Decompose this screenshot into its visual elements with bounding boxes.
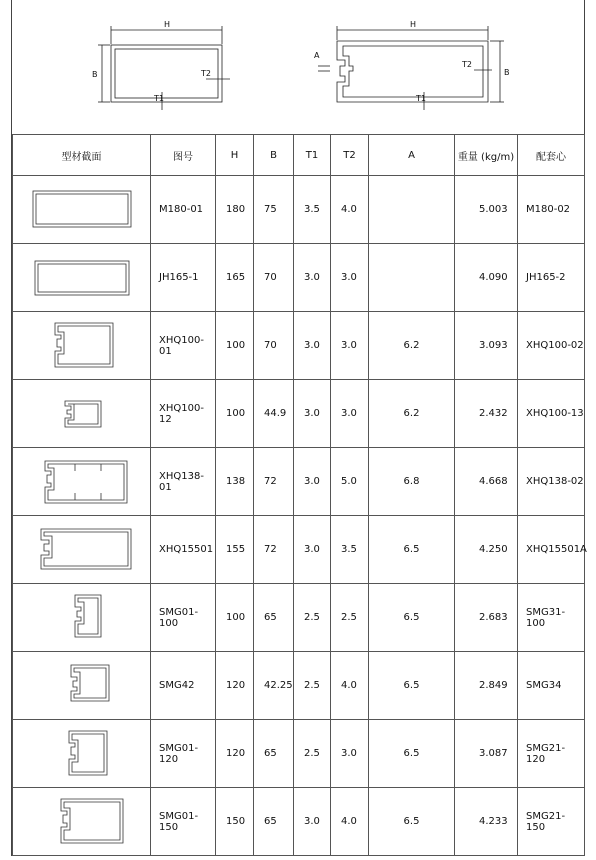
header-h: H [216,135,254,176]
match-cell: JH165-2 [518,244,585,312]
table-row [13,516,585,584]
rect-profile-icon [27,183,137,233]
rect-profile-icon [27,251,137,301]
code-cell: XHQ138-01 [151,448,216,516]
slot-profile-icon [27,317,137,371]
h-cell: 100 [216,380,254,448]
right-a-label: A [314,51,320,60]
code-cell: XHQ100-12 [151,380,216,448]
b-cell: 42.25 [254,652,294,720]
table-row [13,788,585,856]
t2-cell: 4.0 [331,652,369,720]
weight-cell: 3.087 [455,720,518,788]
t2-cell: 3.0 [331,244,369,312]
t1-cell: 2.5 [294,584,331,652]
t1-cell: 2.5 [294,720,331,788]
h-cell: 165 [216,244,254,312]
match-cell: XHQ138-02 [518,448,585,516]
b-cell: 72 [254,516,294,584]
slot-profile-icon [27,657,137,711]
table-row [13,176,585,244]
h-cell: 120 [216,652,254,720]
h-cell: 180 [216,176,254,244]
code-cell: SMG01-120 [151,720,216,788]
section-cell [13,176,151,244]
table-row [13,720,585,788]
header-b: B [254,135,294,176]
b-cell: 70 [254,312,294,380]
a-cell [369,176,455,244]
profile-spec-table [12,134,585,856]
slot-profile-icon [27,725,137,779]
t2-cell: 3.0 [331,720,369,788]
section-cell [13,380,151,448]
slot-profile-icon [27,521,137,575]
h-cell: 100 [216,584,254,652]
header-a: A [369,135,455,176]
a-cell: 6.5 [369,584,455,652]
a-cell: 6.2 [369,312,455,380]
t1-cell: 3.0 [294,448,331,516]
t1-cell: 3.0 [294,380,331,448]
spec-sheet [11,0,585,856]
slot-profile-icon [27,793,137,847]
right-h-label: H [410,20,417,29]
a-cell: 6.2 [369,380,455,448]
t2-cell: 2.5 [331,584,369,652]
b-cell: 70 [254,244,294,312]
header-section: 型材截面 [13,135,151,176]
section-cell [13,584,151,652]
dimension-diagrams [12,0,586,134]
code-cell: SMG01-150 [151,788,216,856]
b-cell: 72 [254,448,294,516]
match-cell: XHQ100-13 [518,380,585,448]
b-cell: 75 [254,176,294,244]
code-cell: JH165-1 [151,244,216,312]
h-cell: 155 [216,516,254,584]
b-cell: 65 [254,584,294,652]
h-cell: 120 [216,720,254,788]
t1-cell: 3.0 [294,516,331,584]
weight-cell: 4.233 [455,788,518,856]
b-cell: 65 [254,720,294,788]
header-t1: T1 [294,135,331,176]
a-cell: 6.8 [369,448,455,516]
left-b-label: B [92,70,98,79]
match-cell: SMG21-120 [518,720,585,788]
slot-profile-icon [27,453,137,507]
weight-cell: 5.003 [455,176,518,244]
table-row [13,312,585,380]
code-cell: SMG42 [151,652,216,720]
code-cell: XHQ100-01 [151,312,216,380]
b-cell: 44.9 [254,380,294,448]
slot-profile-icon [27,589,137,643]
right-b-label: B [504,68,510,77]
a-cell: 6.5 [369,516,455,584]
weight-cell: 2.849 [455,652,518,720]
a-cell: 6.5 [369,652,455,720]
t1-cell: 3.0 [294,244,331,312]
match-cell: XHQ100-02 [518,312,585,380]
code-cell: M180-01 [151,176,216,244]
right-t1-label: T1 [416,94,426,103]
match-cell: SMG31-100 [518,584,585,652]
t2-cell: 4.0 [331,788,369,856]
dimension-diagrams-svg [12,0,586,134]
section-cell [13,720,151,788]
t2-cell: 4.0 [331,176,369,244]
header-t2: T2 [331,135,369,176]
rect-tube-diagram [98,26,230,110]
h-cell: 100 [216,312,254,380]
section-cell [13,448,151,516]
table-row [13,244,585,312]
t2-cell: 3.0 [331,380,369,448]
header-weight: 重量 (kg/m) [455,135,518,176]
right-t2-label: T2 [462,60,472,69]
t1-cell: 3.0 [294,312,331,380]
code-cell: XHQ15501 [151,516,216,584]
t2-cell: 3.0 [331,312,369,380]
t2-cell: 5.0 [331,448,369,516]
left-t2-label: T2 [201,69,211,78]
table-row [13,652,585,720]
section-cell [13,788,151,856]
t1-cell: 3.0 [294,788,331,856]
left-h-label: H [164,20,171,29]
a-cell: 6.5 [369,788,455,856]
weight-cell: 4.668 [455,448,518,516]
weight-cell: 2.432 [455,380,518,448]
t1-cell: 2.5 [294,652,331,720]
table-header-row [13,135,585,176]
slot-tube-diagram [318,26,504,110]
weight-cell: 2.683 [455,584,518,652]
match-cell: SMG21-150 [518,788,585,856]
section-cell [13,652,151,720]
match-cell: XHQ15501A [518,516,585,584]
h-cell: 138 [216,448,254,516]
weight-cell: 3.093 [455,312,518,380]
t1-cell: 3.5 [294,176,331,244]
a-cell: 6.5 [369,720,455,788]
code-cell: SMG01-100 [151,584,216,652]
section-cell [13,312,151,380]
slot-profile-icon [27,385,137,439]
h-cell: 150 [216,788,254,856]
left-t1-label: T1 [154,94,164,103]
header-code: 图号 [151,135,216,176]
weight-cell: 4.250 [455,516,518,584]
match-cell: M180-02 [518,176,585,244]
section-cell [13,244,151,312]
weight-cell: 4.090 [455,244,518,312]
section-cell [13,516,151,584]
a-cell [369,244,455,312]
t2-cell: 3.5 [331,516,369,584]
header-match: 配套心 [518,135,585,176]
table-row [13,448,585,516]
table-row [13,380,585,448]
match-cell: SMG34 [518,652,585,720]
table-row [13,584,585,652]
b-cell: 65 [254,788,294,856]
